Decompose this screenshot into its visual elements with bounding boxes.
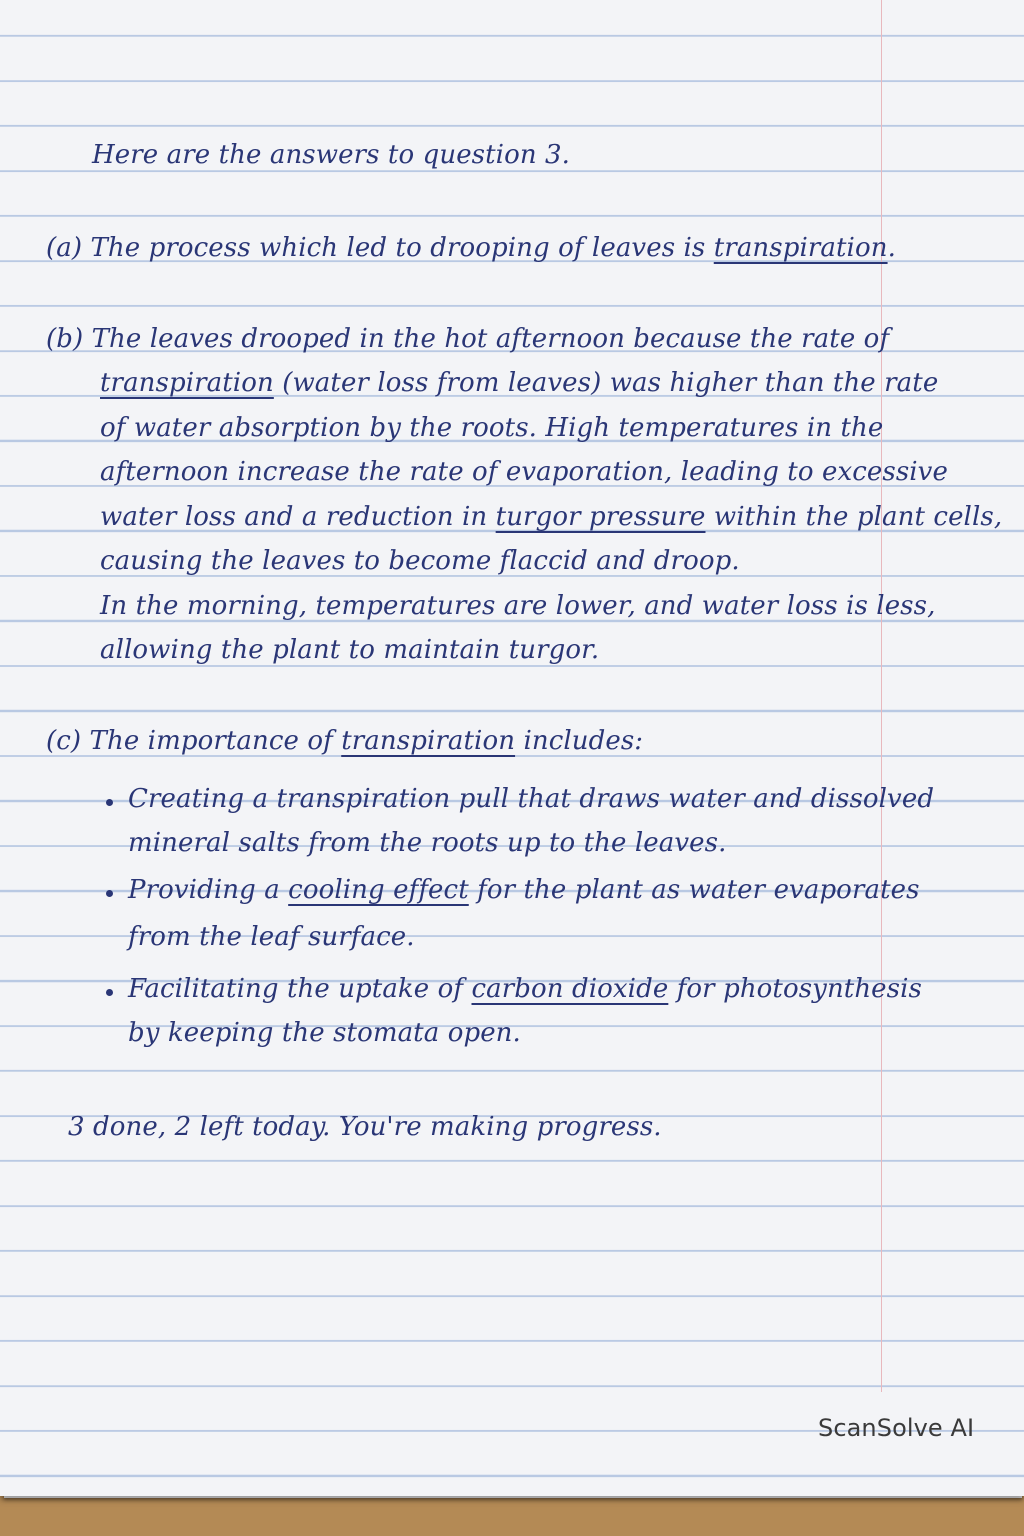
part-a-line [46,233,896,263]
part-c-marker: (c) [46,726,82,756]
bullet-dot-1 [106,799,113,806]
bullet-3-line-2: by keeping the stomata open. [128,1018,521,1048]
part-a-text: The process which led to drooping of leaves is [90,233,706,263]
bullet-3-text-b: for photosynthesis [676,974,922,1004]
brand-signature: ScanSolve AI [818,1414,975,1442]
intro-line: Here are the answers to question 3. [92,140,571,170]
part-b-text-5b: within the plant cells, [713,502,1003,532]
part-b-term-transpiration: transpiration [100,368,274,398]
progress-note: 3 done, 2 left today. You're making progress. [68,1112,662,1142]
part-c-line [46,726,643,756]
part-b-marker: (b) [46,324,84,354]
part-b-line-3: of water absorption by the roots. High temperatures in the [100,413,884,443]
part-a-term: transpiration [713,233,888,263]
bullet-2-line-1 [128,875,920,905]
part-b-text-1: The leaves drooped in the hot afternoon because the rate of [91,324,890,354]
bullet-2-text-a: Providing a [128,875,280,905]
bullet-2-text-b: for the plant as water evaporates [477,875,920,905]
part-b-line-7: In the morning, temperatures are lower, and water loss is less, [100,591,936,621]
part-a-marker: (a) [46,233,83,263]
part-b-text-2: (water loss from leaves) was higher than the rate [282,368,939,398]
part-c-term: transpiration [341,726,516,756]
part-b-line-4: afternoon increase the rate of evaporation, leading to excessive [100,457,948,487]
bullet-3-text-a: Facilitating the uptake of [128,974,464,1004]
part-b-term-turgor: turgor pressure [495,502,706,532]
bullet-2-line-2: from the leaf surface. [128,922,415,952]
bullet-dot-3 [106,989,113,996]
part-b-line-5 [100,502,1002,532]
part-c-text: The importance of [89,726,333,756]
bullet-3-line-1 [128,974,922,1004]
bullet-3-term: carbon dioxide [471,974,669,1004]
part-b-line-8: allowing the plant to maintain turgor. [100,635,600,665]
part-b-line-2 [100,368,938,398]
part-b-line-6: causing the leaves to become flaccid and droop. [100,546,740,576]
bullet-1-line-1: Creating a transpiration pull that draws water and dissolved [128,784,935,814]
margin-line [881,0,882,1392]
part-a-period: . [887,233,896,263]
part-b-line-1 [46,324,889,354]
bullet-2-term: cooling effect [288,875,469,905]
bullet-1-line-2: mineral salts from the roots up to the leaves. [128,828,727,858]
part-c-text-after: includes: [523,726,644,756]
bullet-dot-2 [106,890,113,897]
part-b-text-5a: water loss and a reduction in [100,502,488,532]
